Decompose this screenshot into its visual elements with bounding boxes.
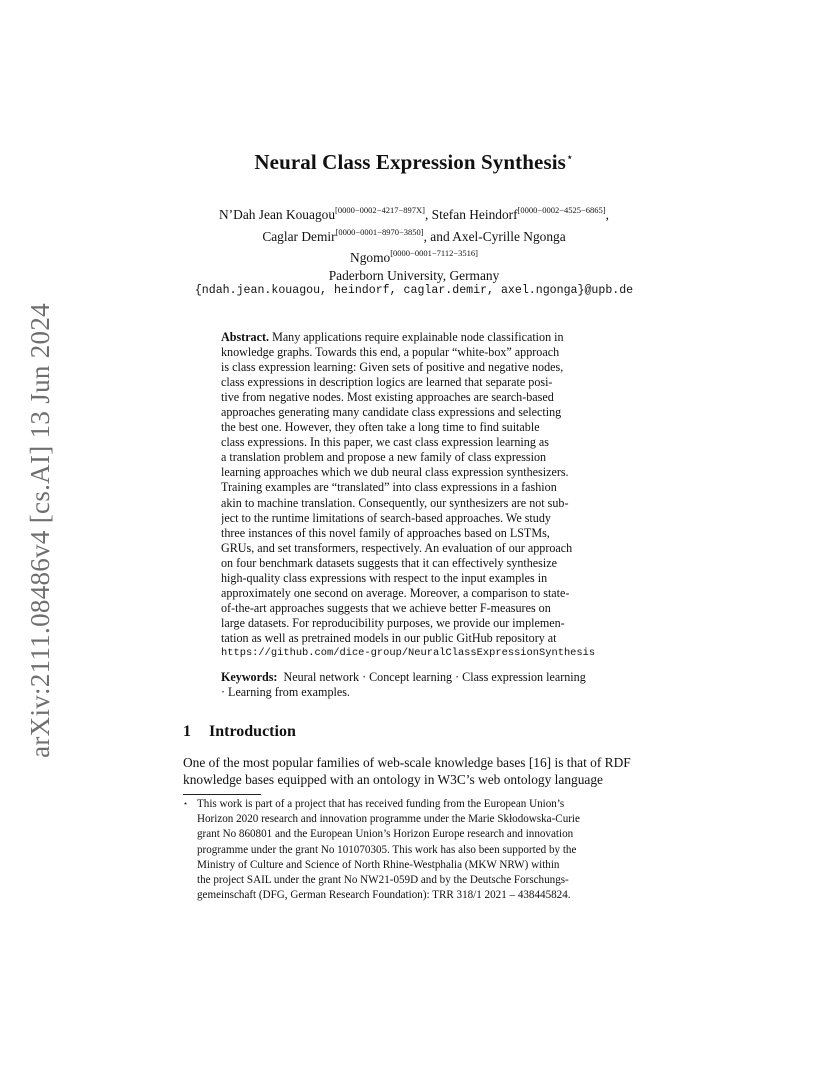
abstract-line: of-the-art approaches suggests that we achieve better F-measures on [221, 600, 551, 615]
abstract-line: tation as well as pretrained models in our public GitHub repository at [221, 630, 557, 645]
abstract-line: class expressions in description logics are learned that separate posi- [221, 375, 553, 390]
abstract-line: is class expression learning: Given sets of positive and negative nodes, [221, 360, 564, 375]
github-repository-link[interactable]: https://github.com/dice-group/NeuralClassExpressionSynthesis [221, 646, 596, 659]
abstract-line: three instances of this novel family of approaches based on LSTMs, [221, 525, 550, 540]
keywords-block [221, 670, 613, 700]
abstract-line: knowledge graphs. Towards this end, a popular “white-box” approach [221, 345, 560, 360]
author-orcid: [0000−0002−4217−897X] [335, 205, 425, 215]
keywords-line-2: · Learning from examples. [221, 685, 350, 700]
section-number: 1 [183, 723, 191, 740]
keywords-line-1 [221, 670, 613, 685]
footnote-block [183, 797, 653, 903]
title-text: Neural Class Expression Synthesis [254, 150, 566, 174]
author-name: N’Dah Jean Kouagou [219, 207, 336, 222]
author-name: Caglar Demir [262, 228, 336, 244]
author-list [150, 202, 678, 267]
abstract-line: high-quality class expressions with respect to the input examples in [221, 570, 548, 585]
footnote-line: the project SAIL under the grant No NW21-059D and by the Deutsche Forschungs- [197, 874, 569, 887]
section-title: Introduction [209, 723, 296, 740]
keywords-label: Keywords: [221, 670, 278, 684]
author-name: , Stefan Heindorf [424, 207, 518, 222]
abstract-line: approximately one second on average. Moreover, a comparison to state- [221, 585, 570, 600]
author-name: Ngomo [350, 250, 391, 265]
abstract-block [221, 330, 613, 661]
abstract-line: class expressions. In this paper, we cast class expression learning as [221, 435, 549, 450]
author-emails: {ndah.jean.kouagou, heindorf, caglar.demir, axel.ngonga}@upb.de [194, 284, 634, 297]
abstract-text: Many applications require explainable node classification in [272, 330, 564, 344]
abstract-line: the best one. However, they often take a long time to find suitable [221, 420, 540, 435]
keywords-text: Neural network · Concept learning · Class expression learning [283, 670, 586, 684]
footnote-rule [183, 794, 261, 795]
author-separator: , [605, 207, 609, 222]
footnote-line: programme under the grant No 101070305. This work has also been supported by the [197, 843, 577, 856]
author-line-1 [150, 202, 678, 224]
abstract-line: ject to the runtime limitations of search-based approaches. We study [221, 510, 551, 525]
footnote-line: Horizon 2020 research and innovation programme under the Marie Skłodowska-Curie [197, 813, 580, 826]
abstract-line: learning approaches which we dub neural class expression synthesizers. [221, 465, 569, 480]
abstract-line: GRUs, and set transformers, respectively. An evaluation of our approach [221, 540, 573, 555]
affiliation: Paderborn University, Germany [328, 268, 500, 283]
abstract-line: akin to machine translation. Consequently, our synthesizers are not sub- [221, 495, 569, 510]
arxiv-identifier: arXiv:2111.08486v4 [cs.AI] 13 Jun 2024 [24, 302, 55, 758]
author-line-2 [150, 224, 678, 246]
abstract-line: Training examples are “translated” into class expressions in a fashion [221, 480, 557, 495]
abstract-line: a translation problem and propose a new family of class expression [221, 450, 547, 465]
footnote-line: grant No 860801 and the European Union’s Horizon Europe research and innovation [197, 828, 574, 841]
footnote-mark: ⋆ [183, 799, 189, 808]
body-line: One of the most popular families of web-scale knowledge bases [16] is that of RDF [183, 755, 631, 770]
abstract-line: on four benchmark datasets suggests that it can effectively synthesize [221, 555, 557, 570]
body-line: knowledge bases equipped with an ontology in W3C’s web ontology language [183, 772, 603, 787]
footnote-line: gemeinschaft (DFG, German Research Foundation): TRR 318/1 2021 – 438445824. [197, 889, 571, 902]
introduction-text [183, 754, 653, 788]
author-line-3 [150, 245, 678, 267]
paper-title [0, 150, 828, 175]
author-orcid: [0000−0002−4525−6865] [517, 205, 606, 215]
author-orcid: [0000−0001−7112−3516] [390, 248, 478, 258]
abstract-label: Abstract. [221, 330, 270, 344]
abstract-line: approaches generating many candidate class expressions and selecting [221, 405, 562, 420]
footnote-line: Ministry of Culture and Science of North Rhine-Westphalia (MKW NRW) within [197, 858, 560, 871]
abstract-line: tive from negative nodes. Most existing approaches are search-based [221, 390, 554, 405]
abstract-line [221, 330, 613, 345]
author-name: , and Axel-Cyrille Ngonga [423, 228, 566, 244]
author-orcid: [0000−0001−8970−3850] [335, 226, 424, 237]
section-heading [183, 723, 296, 741]
abstract-line: large datasets. For reproducibility purposes, we provide our implemen- [221, 615, 565, 630]
arxiv-side-stamp [22, 300, 58, 760]
title-footnote-mark: ⋆ [565, 150, 574, 164]
footnote-line: This work is part of a project that has received funding from the European Union’s [197, 798, 565, 810]
